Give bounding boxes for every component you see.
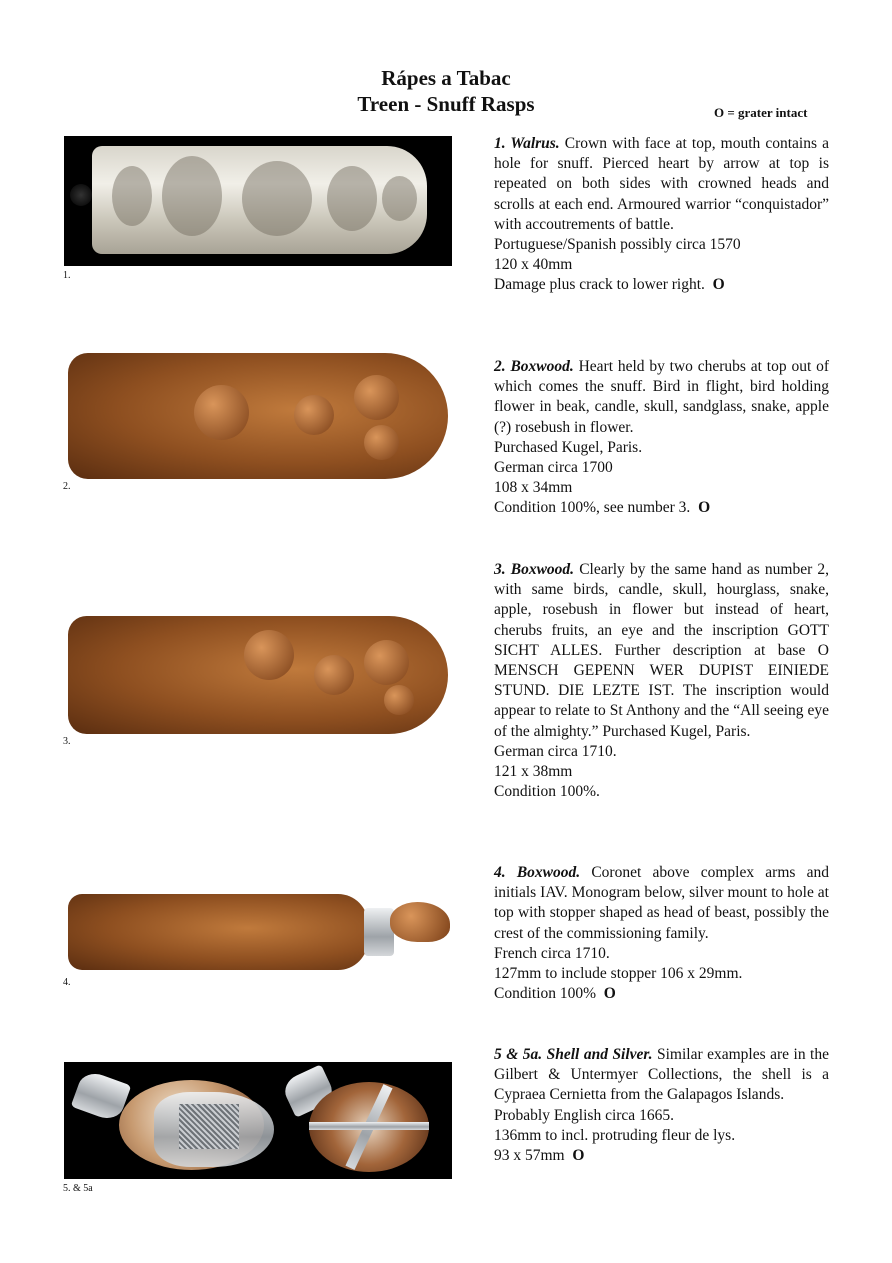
shell-silver-rasp-photo (64, 1062, 452, 1179)
boxwood-rasp-4-photo (64, 880, 454, 980)
entry-2-condition: Condition 100%, see number 3. O (494, 499, 711, 517)
boxwood-carving (68, 894, 368, 970)
entry-5-size: 136mm to incl. protruding fleur de lys. (494, 1126, 736, 1144)
boxwood-rasp-3-photo (64, 610, 454, 740)
page-title-line2: Treen - Snuff Rasps (357, 92, 535, 116)
entry-3-heading: 3. Boxwood. (494, 561, 575, 578)
entry-4-description: 4. Boxwood. Coronet above complex arms and initials IAV. Monogram below, silver mount to hole at top with stopper shaped as head of beast, possibly the crest of the commissioning family. (494, 864, 829, 942)
entry-1-origin: Portuguese/Spanish possibly circa 1570 (494, 236, 741, 254)
entry-5-dimensions: 93 x 57mm O (494, 1147, 585, 1165)
silver-mount (364, 908, 394, 956)
figure-caption-1: 1. (63, 270, 71, 281)
entry-2 (494, 357, 829, 519)
boxwood-carving (68, 353, 448, 479)
entry-3-description: 3. Boxwood. Clearly by the same hand as number 2, with same birds, candle, skull, hourglass, snake, apple, rosebush in flower but instead of heart, cherubs fruits, an eye and the inscription GOTT SICHT ALLES. Further description at base O MENSCH GEPENN WER DUPIST EINIEDE STUND. DIE LEZTE IST. The inscription would appear to relate to St Anthony and the “All seeing eye of the almighty.” Purchased Kugel, Paris. (494, 561, 829, 740)
figure-caption-5: 5. & 5a (63, 1183, 93, 1194)
entry-1-size: 120 x 40mm (494, 256, 573, 274)
beast-head-stopper (390, 902, 450, 942)
entry-5-origin: Probably English circa 1665. (494, 1106, 674, 1124)
grater-intact-mark: O (603, 985, 616, 1003)
entry-2-heading: 2. Boxwood. (494, 358, 574, 375)
entry-2-description: 2. Boxwood. Heart held by two cherubs at top out of which comes the snuff. Bird in flight, bird holding flower in beak, candle, skull, sandglass, snake, apple (?) rosebush in flower. (494, 358, 829, 436)
entry-1 (494, 134, 829, 296)
figure-caption-3: 3. (63, 736, 71, 747)
entry-1-heading: 1. Walrus. (494, 135, 560, 152)
walrus-rasp-photo (64, 136, 452, 266)
grater-plate (179, 1104, 239, 1149)
grater-intact-mark: O (712, 276, 725, 294)
entry-4-heading: 4. Boxwood. (494, 864, 581, 881)
entry-5 (494, 1045, 829, 1166)
boxwood-rasp-2-photo (64, 345, 454, 485)
entry-4 (494, 863, 829, 1004)
entry-4-origin: French circa 1710. (494, 944, 610, 962)
entry-3-origin: German circa 1710. (494, 742, 617, 760)
entry-2-size: 108 x 34mm (494, 479, 573, 497)
grater-intact-mark: O (572, 1147, 585, 1165)
entry-2-origin: German circa 1700 (494, 459, 613, 477)
figure-caption-2: 2. (63, 481, 71, 492)
entry-5-description: 5 & 5a. Shell and Silver. Similar examples are in the Gilbert & Untermyer Collections, the shell is a Cypraea Cernietta from the Galapagos Islands. (494, 1046, 829, 1104)
grater-intact-mark: O (698, 499, 711, 517)
entry-3 (494, 560, 829, 802)
grater-legend: O = grater intact (714, 105, 808, 120)
entry-1-description: 1. Walrus. Crown with face at top, mouth contains a hole for snuff. Pierced heart by arrow at top is repeated on both sides with crowned heads and scrolls at each end. Armoured warrior “conquistador” with accoutrements of battle. (494, 135, 829, 233)
entry-2-provenance: Purchased Kugel, Paris. (494, 438, 643, 456)
entry-4-condition: Condition 100% O (494, 985, 616, 1003)
entry-4-size: 127mm to include stopper 106 x 29mm. (494, 965, 743, 983)
entry-5-heading: 5 & 5a. Shell and Silver. (494, 1046, 653, 1063)
page-title-line1: Rápes a Tabac (381, 66, 511, 90)
entry-3-size: 121 x 38mm (494, 763, 573, 781)
figure-caption-4: 4. (63, 977, 71, 988)
entry-3-condition: Condition 100%. (494, 783, 600, 801)
walrus-ivory-carving (92, 146, 427, 254)
entry-1-condition: Damage plus crack to lower right. O (494, 276, 725, 294)
